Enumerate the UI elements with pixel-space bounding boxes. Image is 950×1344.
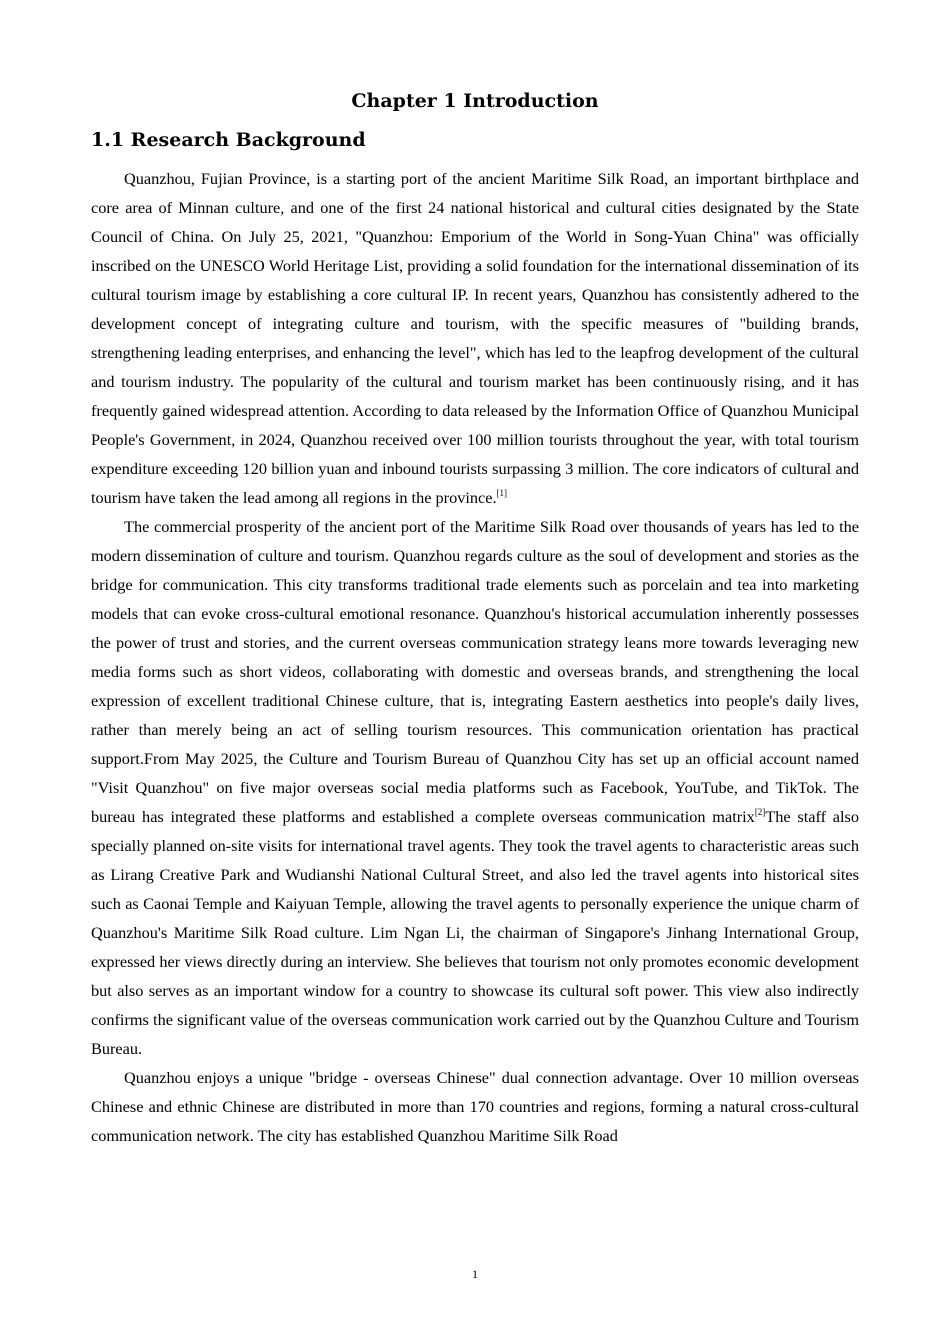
citation-ref-2: [2]	[754, 807, 766, 817]
paragraph-3	[91, 1063, 859, 1150]
section-title: 1.1 Research Background	[91, 129, 366, 151]
paragraph-text: The commercial prosperity of the ancient port of the Maritime Silk Road over thousands of years has led to the modern dissemination of culture and tourism. Quanzhou regards culture as the soul of development and stories as the bridge for communication. This city transforms traditional trade elements such as porcelain and tea into marketing models that can evoke cross-cultural emotional resonance. Quanzhou's historical accumulation inherently possesses the power of trust and stories, and the current overseas communication strategy leans more towards leveraging new media forms such as short videos, collaborating with domestic and overseas brands, and strengthening the local expression of excellent traditional Chinese culture, that is, integrating Eastern aesthetics into people's daily lives, rather than merely being an act of selling tourism resources. This communication orientation has practical support.From May 2025, the Culture and Tourism Bureau of Quanzhou City has set up an official account named "Visit Quanzhou" on five major overseas social media platforms such as Facebook, YouTube, and TikTok. The bureau has integrated these platforms and established a complete overseas communication matrix	[91, 517, 859, 826]
body-text	[91, 164, 859, 1150]
chapter-title: Chapter 1 Introduction	[351, 90, 599, 112]
paragraph-text: The staff also specially planned on-site visits for international travel agents. They took the travel agents to characteristic areas such as Lirang Creative Park and Wudianshi National Cultural Street, and also led the travel agents into historical sites such as Caonai Temple and Kaiyuan Temple, allowing the travel agents to personally experience the unique charm of Quanzhou's Maritime Silk Road culture. Lim Ngan Li, the chairman of Singapore's Jinhang International Group, expressed her views directly during an interview. She believes that tourism not only promotes economic development but also serves as an important window for a country to showcase its cultural soft power. This view also indirectly confirms the significant value of the overseas communication work carried out by the Quanzhou Culture and Tourism Bureau.	[91, 807, 859, 1058]
paragraph-text: Quanzhou, Fujian Province, is a starting port of the ancient Maritime Silk Road, an important birthplace and core area of Minnan culture, and one of the first 24 national historical and cultural cities designated by the State Council of China. On July 25, 2021, "Quanzhou: Emporium of the World in Song-Yuan China" was officially inscribed on the UNESCO World Heritage List, providing a solid foundation for the international dissemination of its cultural tourism image by establishing a core cultural IP. In recent years, Quanzhou has consistently adhered to the development concept of integrating culture and tourism, with the specific measures of "building brands, strengthening leading enterprises, and enhancing the level", which has led to the leapfrog development of the cultural and tourism industry. The popularity of the cultural and tourism market has been continuously rising, and it has frequently gained widespread attention. According to data released by the Information Office of Quanzhou Municipal People's Government, in 2024, Quanzhou received over 100 million tourists throughout the year, with total tourism expenditure exceeding 120 billion yuan and inbound tourists surpassing 3 million. The core indicators of cultural and tourism have taken the lead among all regions in the province.	[91, 169, 859, 507]
paragraph-1	[91, 164, 859, 512]
page-number: 1	[472, 1267, 478, 1281]
paragraph-2	[91, 512, 859, 1063]
citation-ref-1: [1]	[496, 488, 508, 498]
paragraph-text: Quanzhou enjoys a unique "bridge - overseas Chinese" dual connection advantage. Over 10 million overseas Chinese and ethnic Chinese are distributed in more than 170 countries and regions, forming a natural cross-cultural communication network. The city has established Quanzhou Maritime Silk Road	[91, 1068, 859, 1145]
